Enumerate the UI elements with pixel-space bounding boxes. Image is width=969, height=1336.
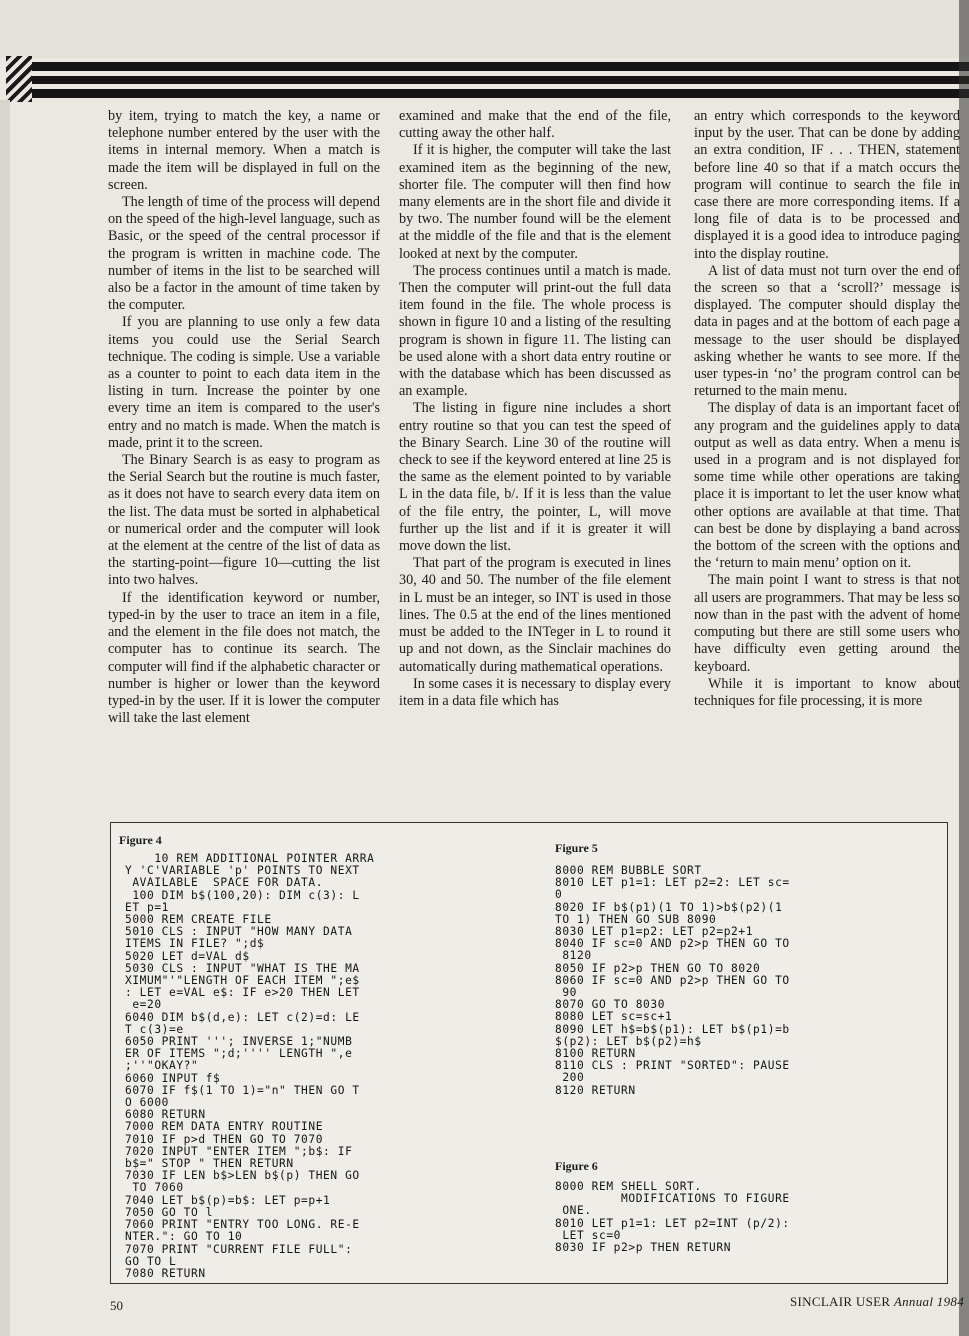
figure-6-label: Figure 6	[555, 1159, 598, 1173]
paragraph: While it is important to know about techniques for file processing, it is more	[694, 675, 960, 709]
paragraph: If it is higher, the computer will take the last examined item as the beginning of the new, shorter file. The computer will then find how many elements are in the short file and divide it by two. The number found will be the element at the middle of the file and that is the element looked at next by the computer.	[399, 142, 671, 262]
paragraph: The Binary Search is as easy to program as the Serial Search but the routine is much faster, as it does not have to search every data item on the list. The data must be sorted in alphabetical or numerical order and the computer will look at the element at the centre of the list of data as the starting-point—figure 10—cutting the list into two halves.	[108, 452, 380, 589]
page-left-edge	[0, 100, 10, 1336]
paragraph: That part of the program is executed in lines 30, 40 and 50. The number of the file element in L must be an integer, so INT is used in those lines. The 0.5 at the end of the lines mentioned must be added to the INTeger in L to round it up and not down, as the Sinclair machines do automatically during mathematical operations.	[399, 555, 671, 675]
figure-5-label: Figure 5	[555, 841, 598, 855]
header-rule-3	[26, 89, 969, 98]
page-number: 50	[110, 1298, 123, 1313]
figure-6-listing: 8000 REM SHELL SORT. MODIFICATIONS TO FIGURE ONE. 8010 LET p1=1: LET p2=INT (p/2): LET sc=0 8030 IF p2>p THEN RETURN	[555, 1180, 790, 1255]
program-listings-box	[110, 822, 948, 1284]
paragraph: If you are planning to use only a few data items you could use the Serial Search technique. The coding is simple. Use a variable as a counter to point to each data item in the listing in turn. Increase the pointer by one every time an item is compared to the user's entry and no match is made. When the match is made, print it to the screen.	[108, 314, 380, 451]
paragraph: an entry which corresponds to the keyword input by the user. That can be done by adding an extra condition, IF . . . THEN, statement before line 40 so that if a match occurs the program will continue to search the file in case there are more corresponding items. If a long file of data is to be processed and displayed it is a good idea to introduce paging into the display routine.	[694, 108, 960, 262]
article-column-1	[108, 108, 380, 727]
header-rule-1	[26, 62, 969, 71]
figure-5-listing: 8000 REM BUBBLE SORT 8010 LET p1=1: LET p2=2: LET sc= 0 8020 IF b$(p1)(1 TO 1)>b$(p2)(1 TO 1) THEN GO SUB 8090 8030 LET p1=p2: LET p2=p2+1 8040 IF sc=0 AND p2>p THEN GO TO 8120 8050 IF p2>p THEN GO TO 8020 8060 IF sc=0 AND p2>p THEN GO TO 90 8070 GO TO 8030 8080 LET sc=sc+1 8090 LET h$=b$(p1): LET b$(p1)=b $(p2): LET b$(p2)=h$ 8100 RETURN 8110 CLS : PRINT "SORTED": PAUSE 200 8120 RETURN	[555, 864, 790, 1097]
paragraph: by item, trying to match the key, a name or telephone number entered by the user with the items in internal memory. When a match is made the item will be displayed in full on the screen.	[108, 108, 380, 193]
paragraph: A list of data must not turn over the end of the screen so that a ‘scroll?’ message is displayed. The computer should display the data in pages and at the bottom of each page a message to the user should be displayed asking whether he wants to see more. If the user types-in ‘no’ the program control can be returned to the main menu.	[694, 262, 960, 400]
header-rule-2	[26, 76, 969, 84]
publication-name: SINCLAIR USER	[790, 1294, 891, 1309]
article-column-2	[399, 108, 671, 710]
paragraph: The main point I want to stress is that not all users are programmers. That may be less so now than in the past with the advent of home computing but there are still some users who have difficulty even getting around the keyboard.	[694, 572, 960, 675]
header-rule-ornament	[6, 56, 32, 102]
paragraph: The listing in figure nine includes a short entry routine so that you can test the speed of the Binary Search. Line 30 of the routine will check to see if the keyword entered at line 25 is the same as the element pointed to by variable L in the data file, b/. If it is less than the value of the file entry, the pointer, L, will move further up the list and if it is greater it will move down the list.	[399, 400, 671, 555]
paragraph: If the identification keyword or number, typed-in by the user to trace an item in a file, and the element in the file does not match, the computer has to continue its search. The computer will find if the alphabetic character or number is higher or lower than the keyword typed-in by the user. If it is lower the computer will take the last element	[108, 589, 380, 727]
article-column-3	[694, 108, 960, 710]
paragraph: examined and make that the end of the file, cutting away the other half.	[399, 108, 671, 142]
paragraph: The process continues until a match is made. Then the computer will print-out the full data item found in the file. The whole process is shown in figure 10 and a listing of the resulting program is shown in figure 11. The listing can be used alone with a short data entry routine or with the database which has been discussed as an example.	[399, 262, 671, 400]
page-top-margin	[0, 0, 969, 58]
paragraph: The length of time of the process will depend on the speed of the high-level language, such as Basic, or the speed of the central processor if the program is written in machine code. The number of items in the list to be searched will also be a factor in the amount of time taken by the computer.	[108, 194, 380, 314]
publication-footer	[790, 1294, 964, 1310]
paragraph: The display of data is an important facet of any program and the guidelines apply to data output as well as data entry. When a menu is used in a program and is not displayed for some time while other operations are taking place it is important to let the user know what other options are available at that time. That can best be done by displaying a band across the bottom of the screen with the options and the ‘return to main menu’ option on it.	[694, 400, 960, 572]
paragraph: In some cases it is necessary to display every item in a data file which has	[399, 675, 671, 709]
figure-4-listing: 10 REM ADDITIONAL POINTER ARRA Y 'C'VARIABLE 'p' POINTS TO NEXT AVAILABLE SPACE FOR DATA. 100 DIM b$(100,20): DIM c(3): L ET p=1 5000 REM CREATE FILE 5010 CLS : INPUT "HOW MANY DATA ITEMS IN FILE? ";d$ 5020 LET d=VAL d$ 5030 CLS : INPUT "WHAT IS THE MA XIMUM"'"LENGTH OF EACH ITEM ";e$ : LET e=VAL e$: IF e>20 THEN LET e=20 6040 DIM b$(d,e): LET c(2)=d: LE T c(3)=e 6050 PRINT '''; INVERSE 1;"NUMB ER OF ITEMS ";d;'''' LENGTH ",e ;''"OKAY?" 6060 INPUT f$ 6070 IF f$(1 TO 1)="n" THEN GO T O 6000 6080 RETURN 7000 REM DATA ENTRY ROUTINE 7010 IF p>d THEN GO TO 7070 7020 INPUT "ENTER ITEM ";b$: IF b$=" STOP " THEN RETURN 7030 IF LEN b$>LEN b$(p) THEN GO TO 7060 7040 LET b$(p)=b$: LET p=p+1 7050 GO TO l 7060 PRINT "ENTRY TOO LONG. RE-E NTER.": GO TO 10 7070 PRINT "CURRENT FILE FULL": GO TO L 7080 RETURN	[125, 852, 375, 1280]
figure-4-label: Figure 4	[119, 833, 162, 847]
publication-edition: Annual 1984	[893, 1294, 964, 1309]
page-binding-shadow	[959, 0, 969, 1336]
